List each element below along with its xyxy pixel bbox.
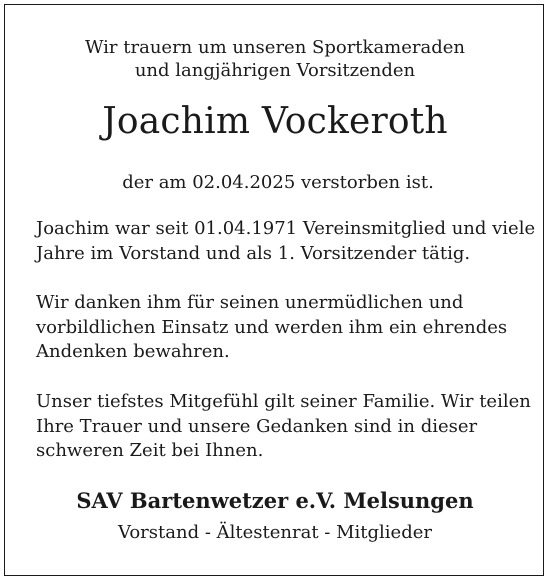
deceased-name: Joachim Vockeroth: [102, 101, 448, 142]
paragraph-line: schweren Zeit bei Ihnen.: [36, 440, 264, 461]
paragraph-line: Jahre im Vorstand und als 1. Vorsitzender tätig.: [36, 242, 471, 264]
paragraph-thanks: [36, 291, 520, 365]
paragraph-condolences: [36, 390, 531, 464]
signatories: Vorstand - Ältestenrat - Mitglieder: [118, 522, 432, 543]
intro-line-1: Wir trauern um unseren Sportkameraden: [84, 37, 466, 58]
paragraph-line: Andenken bewahren.: [36, 341, 230, 362]
paragraph-line: Wir danken ihm für seinen unermüdlichen und: [36, 292, 464, 313]
intro-line-2: und langjährigen Vorsitzenden: [134, 60, 416, 81]
paragraph-membership: [36, 217, 536, 266]
club-name: SAV Bartenwetzer e.V. Melsungen: [76, 488, 474, 513]
paragraph-line: Unser tiefstes Mitgefühl gilt seiner Familie. Wir teilen: [36, 391, 531, 412]
death-date-line: der am 02.04.2025 verstorben ist.: [122, 172, 434, 193]
paragraph-line: Joachim war seit 01.04.1971 Vereinsmitglied und viele: [36, 218, 536, 239]
paragraph-line: Ihre Trauer und unsere Gedanken sind in dieser: [36, 415, 478, 437]
paragraph-line: vorbildlichen Einsatz und werden ihm ein ehrendes: [36, 316, 508, 338]
